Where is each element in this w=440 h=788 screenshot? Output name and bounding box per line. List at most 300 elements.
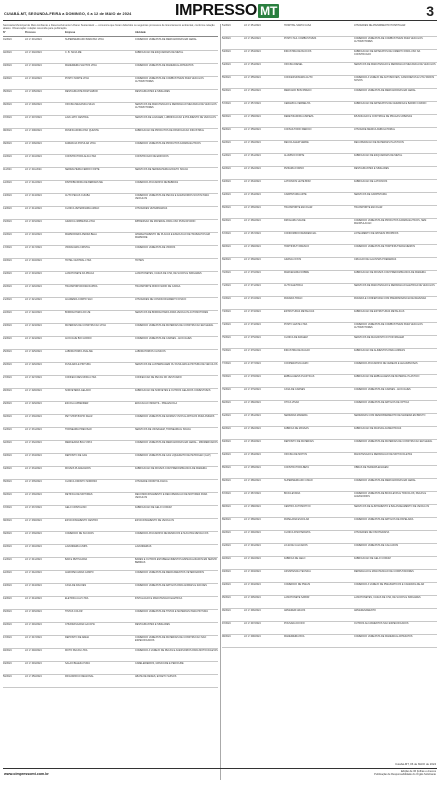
row-activity: LABORATORIOS CLINICOS [135, 350, 166, 354]
row-number: 34/2024 [3, 467, 12, 471]
row-number: 86/2024 [222, 479, 231, 482]
row-company: ESCOLA APRENDER [65, 402, 89, 406]
row-number: 38/2024 [3, 519, 12, 523]
col-header-process: Processo [25, 31, 36, 35]
row-process: LO nº 067/2024 [244, 232, 261, 235]
row-process: LO nº 051/2024 [244, 24, 261, 27]
table-row [3, 103, 218, 116]
row-number: 97/2024 [222, 622, 231, 625]
row-activity: COMERCIO VAREJISTA DE ARTIGOS DE PAPELARIA [354, 518, 414, 521]
table-row [3, 389, 218, 402]
row-process: LO nº 016/2024 [25, 233, 42, 237]
row-company: EMBALAGENS PLASTICAS [284, 375, 315, 378]
row-activity: COMERCIO VAREJISTA DE MATERIAIS DE CONSTRUCAO EM GERAL [354, 440, 433, 443]
row-process: LO nº 094/2024 [244, 583, 261, 586]
row-number: 11/2024 [3, 168, 12, 172]
table-row [222, 531, 437, 544]
row-activity: COMERCIO A VAREJO DE AUTOMOVEIS, CAMIONETAS E UTILITARIOS NOVOS [354, 76, 435, 82]
row-number: 40/2024 [3, 545, 12, 549]
row-number: 93/2024 [222, 570, 231, 573]
edition-line-1: Edição de 06 Folhas e Anexos [400, 770, 436, 773]
row-company: VIDRACARIA CRISTAL [65, 246, 91, 250]
row-number: 16/2024 [3, 233, 12, 237]
table-row [222, 76, 437, 89]
row-activity: OUTROS ALOJAMENTOS NAO ESPECIFICADOS [354, 622, 409, 625]
table-row [3, 597, 218, 610]
row-process: LO nº 043/2024 [25, 584, 42, 588]
table-row [3, 220, 218, 233]
row-activity: SERVICOS DE SERRALHERIA EXCETO SOLDA [135, 168, 188, 172]
row-process: LO nº 087/2024 [244, 492, 261, 495]
table-row [3, 376, 218, 389]
row-number: 30/2024 [3, 415, 12, 419]
table-row [3, 285, 218, 298]
table-row [3, 142, 218, 155]
row-company: HORTIFRUTI FRESCO [284, 245, 310, 248]
table-row [3, 298, 218, 311]
row-process: LO nº 045/2024 [25, 610, 42, 614]
row-company: CLINICA ODONTO SORRISO [65, 480, 98, 484]
table-row [222, 271, 437, 284]
row-number: 22/2024 [3, 311, 12, 315]
row-number: 33/2024 [3, 454, 12, 458]
row-number: 14/2024 [3, 207, 12, 211]
row-number: 77/2024 [222, 362, 231, 365]
row-process: LO nº 064/2024 [244, 193, 261, 196]
row-number: 09/2024 [3, 142, 12, 146]
row-company: ELETRICA LUZ LTDA [65, 597, 89, 601]
row-number: 61/2024 [222, 154, 231, 157]
row-process: LO nº 039/2024 [25, 532, 42, 536]
row-company: ESTRUTURAS METALICAS [284, 310, 315, 313]
row-process: LO nº 002/2024 [25, 51, 42, 55]
row-company: LANCHONETE SABOR [284, 596, 310, 599]
row-activity: ABATE DE RESES, EXCETO SUINOS [135, 675, 177, 679]
row-process: LO nº 056/2024 [244, 89, 261, 92]
table-row [222, 375, 437, 388]
row-company: RETIFICA DE MOTORES [65, 493, 93, 497]
row-company: MERCADO BOM PRECO [284, 89, 312, 92]
row-process: LO nº 054/2024 [244, 63, 261, 66]
row-company: FRIGORIFICO REGIONAL [65, 675, 94, 679]
row-number: 20/2024 [3, 285, 12, 289]
row-company: ARMAZEM GRAOS [284, 609, 306, 612]
row-activity: EDUCACAO INFANTIL - PRE-ESCOLA [135, 402, 178, 406]
row-company: PET SHOP BICHO FELIZ [65, 415, 93, 419]
row-company: DISTRIBUIDORA DE BEBIDAS ME [65, 181, 103, 185]
row-process: LO nº 092/2024 [244, 557, 261, 560]
row-process: LO nº 014/2024 [25, 207, 42, 211]
row-activity: RESTAURANTES E SIMILARES [135, 623, 170, 627]
row-company: POSTO LESTE LTDA [284, 323, 308, 326]
row-activity: COMERCIO VAREJISTA DE BICICLETAS E TRICICLOS; PECAS E ACESSORIOS [354, 492, 427, 498]
row-number: 15/2024 [3, 220, 12, 224]
row-activity: COMERCIO A VAREJO DE PNEUMATICOS E CAMARAS-DE-AR [354, 583, 425, 586]
site-url[interactable]: www.oimpressomt.com.br [4, 772, 49, 776]
row-number: 03/2024 [3, 64, 12, 68]
row-activity: COMERCIO VAREJISTA DE COMBUSTIVEIS PARA VEICULOS AUTOMOTORES [135, 77, 204, 83]
row-activity: SERVICOS DE USINAGEM, TORNEARIA E SOLDA [135, 428, 191, 432]
row-number: 62/2024 [222, 167, 231, 170]
row-process: LO nº 023/2024 [25, 324, 42, 328]
row-activity: CONFECCAO DE PECAS DO VESTUARIO [135, 376, 182, 380]
row-process: LO nº 024/2024 [25, 337, 42, 341]
table-row [3, 51, 218, 64]
table-row [222, 479, 437, 492]
row-number: 37/2024 [3, 506, 12, 510]
row-activity: COMERCIO VAREJISTA DE CARNES - ACOUGUES [135, 337, 192, 341]
row-activity: SERVICOS DE LAVAGEM, LUBRIFICACAO E POLIMENTO DE VEICULOS [135, 116, 216, 120]
row-process: LO nº 037/2024 [25, 506, 42, 510]
row-number: 96/2024 [222, 609, 231, 612]
table-row [3, 181, 218, 194]
table-row [222, 180, 437, 193]
row-activity: RECONDICIONAMENTO E RECUPERACAO DE MOTORES PARA VEICULOS [135, 493, 208, 499]
row-company: CHURRASCARIA GAUCHA [65, 623, 95, 627]
row-activity: COMERCIO VAREJISTA DE ARTIGOS DE OPTICA [354, 401, 410, 404]
row-company: SALAO BELEZA PURA [65, 662, 90, 666]
row-company: INDUSTRIA DE BLOCOS [284, 50, 312, 53]
row-process: LO nº 044/2024 [25, 597, 42, 601]
row-number: 69/2024 [222, 258, 231, 261]
row-process: LO nº 059/2024 [244, 128, 261, 131]
row-activity: ATIVIDADES VETERINARIAS [135, 207, 168, 211]
row-number: 47/2024 [3, 636, 12, 640]
row-activity: COMERCIO VAREJISTA DE MERCADORIAS EM GERAL [135, 38, 197, 42]
row-number: 58/2024 [222, 115, 231, 118]
row-number: 71/2024 [222, 284, 231, 287]
row-process: LO nº 065/2024 [244, 206, 261, 209]
row-number: 26/2024 [3, 363, 12, 367]
row-activity: SERVICOS DE MANUTENCAO E REPARACAO MECANICA DE VEICULOS AUTOMOTORES [135, 103, 217, 109]
table-row [222, 232, 437, 245]
row-activity: IMPRESSAO DE MATERIAL PARA USO PUBLICITARIO [135, 220, 196, 224]
row-company: OFICINA DIESEL [284, 63, 303, 66]
row-number: 19/2024 [3, 272, 12, 276]
row-activity: CABELEIREIROS, MANICURE E PEDICURE [135, 662, 184, 666]
row-process: LO nº 007/2024 [25, 116, 42, 120]
row-process: LO nº 017/2024 [25, 246, 42, 250]
table-row [222, 596, 437, 609]
row-activity: FABRICACAO DE PRODUTOS DE PANIFICACAO INDUSTRIAL [135, 129, 205, 133]
row-activity: LANCHONETES, CASAS DE CHA, DE SUCOS E SIMILARES [135, 272, 202, 276]
row-activity: FABRICACAO DE ESQUADRIAS DE METAL [354, 154, 403, 157]
row-number: 35/2024 [3, 480, 12, 484]
table-row [222, 37, 437, 50]
row-process: LO nº 097/2024 [244, 622, 261, 625]
row-number: 52/2024 [222, 37, 231, 40]
row-process: LO nº 073/2024 [244, 310, 261, 313]
table-row [3, 90, 218, 103]
row-activity: COMERCIO VAREJISTA DE MATERIAIS DE CONSTRUCAO EM GERAL [135, 324, 214, 328]
row-company: CERAMICA VERMELHA [284, 102, 311, 105]
row-number: 91/2024 [222, 544, 231, 547]
table-row [222, 219, 437, 232]
row-company: MADEIREIRA SANTOS LTDA [65, 64, 97, 68]
row-activity: BARES E OUTROS ESTABELECIMENTOS ESPECIALIZADOS EM SERVIR BEBIDAS [135, 558, 217, 564]
row-number: 85/2024 [222, 466, 231, 469]
row-number: 92/2024 [222, 557, 231, 560]
row-company: GRAFICA IMPRESSA LTDA [65, 220, 95, 224]
row-activity: SERVICOS DE MANUTENCAO E REPARACAO MECANICA DE VEICULOS [354, 63, 436, 66]
row-number: 89/2024 [222, 518, 231, 521]
row-number: 51/2024 [222, 24, 231, 27]
row-company: LAVA JATO CENTRAL [65, 116, 89, 120]
row-company: LAVANDERIA LIMPA [65, 545, 88, 549]
row-process: LO nº 047/2024 [25, 636, 42, 640]
row-number: 45/2024 [3, 610, 12, 614]
row-number: 64/2024 [222, 193, 231, 196]
row-number: 65/2024 [222, 206, 231, 209]
row-activity: ATIVIDADE ODONTOLOGICA [135, 480, 168, 484]
row-company: CARPINTARIA ARTE [284, 193, 307, 196]
row-number: 75/2024 [222, 336, 231, 339]
row-company: MOVEIS PLANEJADOS [65, 467, 91, 471]
table-row [3, 337, 218, 350]
row-company: BORRACHARIA DO ZE [65, 311, 91, 315]
row-company: AUTO ELETRICA [284, 284, 303, 287]
row-activity: COMERCIO ATACADISTA DE RESIDUOS E SUCATAS METALICOS [135, 532, 209, 536]
row-company: CONDOMINIO RESIDENCIAL [284, 232, 317, 235]
table-row [222, 141, 437, 154]
row-activity: RESTAURANTES E SIMILARES [135, 90, 170, 94]
row-number: 07/2024 [3, 116, 12, 120]
row-process: LO nº 018/2024 [25, 259, 42, 263]
row-activity: SERRARIAS COM DESDOBRAMENTO DE MADEIRA EM BRUTO [354, 414, 426, 417]
row-process: LO nº 020/2024 [25, 285, 42, 289]
row-activity: APARELHAMENTO DE PLACAS E EXECUCAO DE TRABALHOS EM MARMORE [135, 233, 210, 239]
row-activity: LAVANDERIAS [135, 545, 152, 549]
row-process: LO nº 072/2024 [244, 297, 261, 300]
table-row [222, 206, 437, 219]
table-row [3, 77, 218, 90]
row-process: LO nº 040/2024 [25, 545, 42, 549]
row-company: BICICLETARIA [284, 492, 301, 495]
header-rule [3, 20, 437, 21]
row-process: LO nº 070/2024 [244, 271, 261, 274]
row-number: 88/2024 [222, 505, 231, 508]
row-activity: SERVICOS DE CARPINTARIA [354, 193, 387, 196]
row-activity: SERVICOS DE BORRACHARIA PARA VEICULOS AUTOMOTORES [135, 311, 209, 315]
row-company: PAPELARIA ESCOLAR [284, 518, 310, 521]
table-row [3, 623, 218, 636]
col-header-num: Nº [3, 31, 6, 35]
row-number: 98/2024 [222, 635, 231, 638]
signature-line: Cuiabá-MT, 06 de MAIO de 2024 [395, 762, 436, 766]
col-header-company: Empresa [65, 31, 76, 35]
row-number: 84/2024 [222, 453, 231, 456]
table-row [3, 441, 218, 454]
row-company: LATICINIOS LEITE BOM [284, 180, 311, 183]
row-number: 74/2024 [222, 323, 231, 326]
row-company: C. B. SILVA ME [65, 51, 82, 55]
row-company: POSTO NORTE LTDA [65, 77, 89, 81]
row-process: LO nº 012/2024 [25, 181, 42, 185]
row-activity: COMERCIO VAREJISTA DE PECAS E ACESSORIOS NOVOS PARA VEICULOS [135, 194, 209, 200]
row-company: SORVETERIA GELADO [65, 389, 91, 393]
row-number: 10/2024 [3, 155, 12, 159]
row-process: LO nº 015/2024 [25, 220, 42, 224]
logo-badge: MT [260, 4, 278, 18]
table-row [3, 363, 218, 376]
row-company: HOTEL CENTRAL LTDA [65, 259, 92, 263]
row-activity: PADARIA E CONFEITARIA COM PREDOMINANCIA DE REVENDA [354, 297, 427, 300]
row-number: 36/2024 [3, 493, 12, 497]
table-row [3, 493, 218, 506]
row-process: LO nº 004/2024 [25, 77, 42, 81]
row-process: LO nº 048/2024 [25, 649, 42, 653]
row-process: LO nº 081/2024 [244, 414, 261, 417]
dateline: CUIABÁ-MT, SEGUNDA-FEIRA a DOMINGO, 6 a 12 de MAIO de 2024 [4, 12, 132, 16]
row-process: LO nº 063/2024 [244, 180, 261, 183]
table-row [222, 24, 437, 37]
page-number: 3 [426, 3, 434, 19]
row-activity: OBRAS DE TERRAPLENAGEM [354, 466, 389, 469]
table-row [222, 453, 437, 466]
row-number: 67/2024 [222, 232, 231, 235]
right-column [222, 24, 437, 780]
table-row [3, 64, 218, 77]
table-row [3, 129, 218, 142]
table-row [3, 246, 218, 259]
row-number: 82/2024 [222, 427, 231, 430]
row-company: MOTO PECAS LTDA [65, 649, 88, 653]
row-number: 78/2024 [222, 375, 231, 378]
table-row [3, 428, 218, 441]
row-process: LO nº 083/2024 [244, 440, 261, 443]
row-process: LO nº 098/2024 [244, 635, 261, 638]
row-number: 68/2024 [222, 245, 231, 248]
row-process: LO nº 086/2024 [244, 479, 261, 482]
row-process: LO nº 030/2024 [25, 415, 42, 419]
table-row [3, 675, 218, 688]
table-row [222, 89, 437, 102]
row-activity: ESTACIONAMENTO DE VEICULOS [135, 519, 174, 523]
table-row [3, 662, 218, 675]
row-activity: COMERCIO VAREJISTA DE ANIMAIS VIVOS E ARTIGOS PARA ANIMAIS [135, 415, 215, 419]
row-process: LO nº 076/2024 [244, 349, 261, 352]
table-row [3, 207, 218, 220]
row-number: 66/2024 [222, 219, 231, 222]
table-row [3, 415, 218, 428]
row-company: ALUMINIO FORTE [284, 154, 305, 157]
row-company: CLINICA VETERINARIA AMIGO [65, 207, 100, 211]
row-activity: COMERCIO VAREJISTA DE COMBUSTIVEIS PARA VEICULOS AUTOMOTORES [354, 37, 423, 43]
row-process: LO nº 088/2024 [244, 505, 261, 508]
row-number: 32/2024 [3, 441, 12, 445]
table-row [222, 440, 437, 453]
row-process: LO nº 057/2024 [244, 102, 261, 105]
row-number: 59/2024 [222, 128, 231, 131]
logo-text: IMPRESSO [175, 2, 258, 19]
row-company: ESTACIONAMENTO CENTRO [65, 519, 98, 523]
table-row [222, 414, 437, 427]
edition-line-2: Publicação de Responsabilidade do Órgão Solicitante [374, 773, 436, 776]
row-activity: COMERCIO VAREJISTA DE MATERIAIS DE CONSTRUCAO NAO ESPECIFICADOS [135, 636, 207, 642]
table-row [222, 245, 437, 258]
row-process: LO nº 010/2024 [25, 155, 42, 159]
row-number: 80/2024 [222, 401, 231, 404]
row-company: MATERIAIS DE CONSTRUCAO LTDA [65, 324, 106, 328]
row-activity: FABRICACAO DE MOVEIS COM PREDOMINANCIA DE MADEIRA [135, 467, 207, 471]
row-company: COMERCIO DE SUCATAS [65, 532, 94, 536]
row-activity: REPARACAO E MANUTENCAO DE COMPUTADORES [354, 570, 414, 573]
row-company: FARMACIA POPULAR LTDA [65, 142, 96, 146]
row-number: 70/2024 [222, 271, 231, 274]
row-activity: COMERCIO VAREJISTA DE PRODUTOS FARMACEUTICOS, SEM MANIPULACAO [354, 219, 427, 225]
table-row [3, 259, 218, 272]
table-row [3, 467, 218, 480]
row-company: CLINICA DE IMAGEM [284, 336, 308, 339]
row-activity: COMERCIO VAREJISTA DE VIDROS [135, 246, 176, 250]
row-process: LO nº 078/2024 [244, 375, 261, 378]
row-number: 06/2024 [3, 103, 12, 107]
row-process: LO nº 085/2024 [244, 466, 261, 469]
row-company: CLINICA FISIOTERAPIA [284, 531, 311, 534]
row-number: 43/2024 [3, 584, 12, 588]
row-company: LANCHONETE DA PRACA [65, 272, 95, 276]
row-company: DEPOSITO DE AREIA [65, 636, 90, 640]
table-row [222, 362, 437, 375]
row-number: 76/2024 [222, 349, 231, 352]
row-process: LO nº 019/2024 [25, 272, 42, 276]
row-activity: CRIACAO DE GALINHAS POEDEIRAS [354, 258, 397, 261]
table-row [222, 297, 437, 310]
row-process: LO nº 011/2024 [25, 168, 42, 172]
row-company: SERRARIA MADEIRA [284, 414, 308, 417]
row-number: 01/2024 [3, 38, 12, 42]
row-process: LO nº 084/2024 [244, 453, 261, 456]
table-row [3, 155, 218, 168]
row-process: LO nº 034/2024 [25, 467, 42, 471]
row-activity: FABRICACAO DE ALIMENTOS PARA ANIMAIS [354, 349, 405, 352]
table-row [3, 272, 218, 285]
row-activity: SERVICOS DE ALINHAMENTO E BALANCEAMENTO DE VEICULOS [354, 505, 430, 508]
row-process: LO nº 075/2024 [244, 336, 261, 339]
row-company: GELO CRISTALINO [65, 506, 87, 510]
row-process: LO nº 066/2024 [244, 219, 261, 222]
row-company: ASSISTENCIA TECNICA [284, 570, 311, 573]
row-company: SUPERMERCADO UNIAO [284, 479, 313, 482]
table-row [222, 622, 437, 635]
row-number: 13/2024 [3, 194, 12, 198]
row-number: 56/2024 [222, 89, 231, 92]
table-row [3, 571, 218, 584]
row-company: DROGARIA SAUDE [284, 219, 306, 222]
row-process: LO nº 032/2024 [25, 441, 42, 445]
row-activity: COMERCIO VAREJISTA DE MADEIRA E ARTEFATOS [354, 635, 413, 638]
table-row [222, 505, 437, 518]
row-company: PANIFICADORA PAO QUENTE [65, 129, 99, 133]
row-activity: ATIVIDADES DE FISIOTERAPIA [354, 531, 390, 534]
row-activity: COMERCIO VAREJISTA DE MERCADORIAS EM GERAL [354, 479, 416, 482]
row-activity: ARMAZENAMENTO [354, 609, 376, 612]
row-activity: COMERCIO VAREJISTA DE PRODUTOS FARMACEUTICOS [135, 142, 201, 146]
row-company: LABORATORIO ANALISE [65, 350, 93, 354]
row-number: 05/2024 [3, 90, 12, 94]
row-activity: COMERCIO VAREJISTA DE HORTIFRUTIGRANJEIROS [354, 245, 415, 248]
row-activity: ATIVIDADES DE ATENDIMENTO HOSPITALAR [354, 24, 406, 27]
row-process: LO nº 055/2024 [244, 76, 261, 79]
row-activity: COMERCIO VAREJISTA DE MERCADORIAS EM GERAL [354, 89, 416, 92]
footer-rule [3, 768, 437, 769]
edition-note [374, 770, 436, 776]
row-company: OFICINA MECANICA SILVA [65, 103, 95, 107]
table-row [222, 466, 437, 479]
row-process: LO nº 001/2024 [25, 38, 42, 42]
row-number: 25/2024 [3, 350, 12, 354]
row-company: ACOUGUE BOI GORDO [65, 337, 92, 341]
